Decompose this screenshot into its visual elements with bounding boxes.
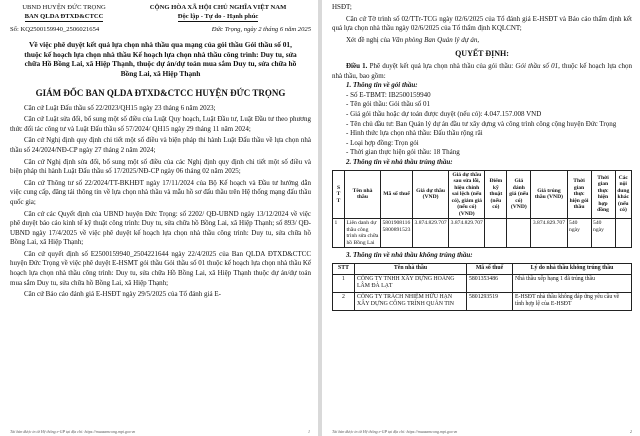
cell-bidder-name: CÔNG TY TRÁCH NHIỆM HỮU HẠN XÂY DỰNG CÔNG TRÌNH QUẢN TIN xyxy=(355,292,467,310)
cell-tax-code: 5801293519 xyxy=(467,292,513,310)
footer-page-number: 1 xyxy=(308,429,310,434)
col-header: Tên nhà thầu xyxy=(345,170,381,219)
col-header: Giá dự thầu sau sửa lỗi, hiệu chỉnh sai lệch (nếu có), giảm giá (nếu có) (VND) xyxy=(449,170,485,219)
col-header: Các nội dung khác (nếu có) xyxy=(615,170,631,219)
cell-eval-price xyxy=(507,219,531,248)
cell-package-duration: 540 ngày xyxy=(567,219,591,248)
document-meta xyxy=(10,26,311,33)
col-header: Giá dự thầu (VND) xyxy=(413,170,449,219)
table-header-row xyxy=(333,263,632,274)
cell-other xyxy=(615,219,631,248)
col-header: Tên nhà thầu xyxy=(355,263,467,274)
cell-tax-code: 5801353486 xyxy=(467,274,513,292)
legal-basis-4: Căn cứ Nghị định sửa đổi, bổ sung một số điều của các Nghị định quy định chi tiết một số điều và biện pháp thi hành Luật Đấu thầu số 17/2025/NĐ-CP ngày 06 tháng 02 năm 2025; xyxy=(10,157,311,176)
table-header-row xyxy=(333,170,632,219)
article-1: Điều 1. Phê duyệt kết quả lựa chọn nhà thầu của gói thầu: Gói thầu số 01, thuộc kế hoạch lựa chọn nhà thầu, bao gồm: xyxy=(332,61,633,80)
cell-contract-duration: 540 ngày xyxy=(591,219,615,248)
document-page-1 xyxy=(0,0,318,436)
document-page-2 xyxy=(322,0,640,436)
cell-tech-score xyxy=(485,219,507,248)
col-header: STT xyxy=(333,263,355,274)
col-header: S T T xyxy=(333,170,345,219)
footer-page-number: 2 xyxy=(630,429,632,434)
document-number: Số: KQ2500159940_2506021654 xyxy=(10,26,100,34)
document-subject: Về việc phê duyệt kết quả lựa chọn nhà thầu qua mạng của gói thầu Gói thầu số 01, thuộc kế hoạch lựa chọn nhà thầu Kế hoạch lựa chọn nhà thầu công trình: Duy tu, sửa chữa Hồ Bồng Lai, xã Hiệp Thạnh, thuộc dự án/dự toán mua sắm Duy tu, sửa chữa hồ Bồng Lai, xã Hiệp Thạnh xyxy=(24,40,297,78)
col-header: Thời gian thực hiện hợp đồng xyxy=(591,170,615,219)
legal-basis-2: Căn cứ Luật sửa đổi, bổ sung một số điều của Luật Quy hoạch, Luật Đầu tư, Luật Đầu tư theo phương thức đối tác công tư và Luật Đấu thầu số 57/2024/ QH15 ngày 29 tháng 11 năm 2024; xyxy=(10,115,311,133)
package-line: - Tên gói thầu: Gói thầu số 01 xyxy=(346,100,431,109)
cell-stt: 1 xyxy=(333,219,345,248)
motto-line: Độc lập - Tự do - Hạnh phúc xyxy=(178,13,259,23)
table-row xyxy=(333,219,632,248)
cell-reason: E-HSĐT nhà thầu không đáp ứng yêu cầu về tính hợp lệ của E-HSĐT xyxy=(513,292,632,310)
legal-basis-1: Căn cứ Luật Đấu thầu số 22/2023/QH15 ngày 23 tháng 6 năm 2023; xyxy=(24,103,216,112)
place-date: Đức Trọng, ngày 2 tháng 6 năm 2025 xyxy=(211,26,311,34)
table-row xyxy=(333,292,632,310)
cell-bid-price: 3.874.829.707 xyxy=(413,219,449,248)
winner-table xyxy=(332,170,632,249)
legal-basis-5: Căn cứ Thông tư số 22/2024/TT-BKHĐT ngày 17/11/2024 của Bộ Kế hoạch và Đầu tư hướng dẫn việc cung cấp, đăng tải thông tin về lựa chọn nhà thầu và mẫu hồ sơ đấu thầu trên Hệ thống mạng đấu thầu quốc gia; xyxy=(10,178,311,206)
package-line: - Thời gian thực hiện gói thầu: 18 Tháng xyxy=(346,148,460,157)
agency-name: BAN QLDA ĐTXD&CTCC xyxy=(25,13,104,23)
page-footer: Tải bản được in từ Hệ thống e-GP tại địa chỉ: https://muasamcong.mpi.gov.vn 2 xyxy=(332,429,632,434)
col-header: Giá đánh giá (nếu có) (VND) xyxy=(507,170,531,219)
cell-stt: 1 xyxy=(333,274,355,292)
paragraph-continuation: HSĐT; xyxy=(332,3,352,11)
cell-tax-code: 5801908116 5800891523 xyxy=(381,219,413,248)
col-header: Mã số thuế xyxy=(467,263,513,274)
cell-reason: Nhà thầu xếp hạng 1 đã trúng thầu xyxy=(513,274,632,292)
col-header: Giá trúng thầu (VND) xyxy=(531,170,567,219)
legal-basis-7: Căn cứ quyết định số E2500159940_2504221644 ngày 22/4/2025 của Ban QLDA ĐTXD&CTCC huyện Đức Trọng về việc phê duyệt E-HSMT gói thầu Gói thầu số 01 thuộc kế hoạch lựa chọn nhà thầu Kế hoạch lựa chọn nhà thầu công trình: Duy tu, sửa chữa Hồ Bồng Lai, xã Hiệp Thạnh thuộc dự án/dự toán mua sắm Duy tu, sửa chữa hồ Bồng Lai, xã Hiệp Thạnh; xyxy=(10,249,311,287)
proposal-line: Xét đề nghị của Văn phòng Ban Quản lý dự án, xyxy=(346,35,480,44)
package-line: - Hình thức lựa chọn nhà thầu: Đấu thầu rộng rãi xyxy=(346,129,483,138)
col-header: Mã số thuế xyxy=(381,170,413,219)
package-line: - Giá gói thầu hoặc dự toán được duyệt (nếu có): 4.047.157.008 VND xyxy=(346,109,542,118)
col-header: Thời gian thực hiện gói thầu xyxy=(567,170,591,219)
cell-stt: 2 xyxy=(333,292,355,310)
package-line: - Tên chủ đầu tư: Ban Quản lý dự án đầu tư xây dựng và công trình công cộng huyện Đức Trọng xyxy=(346,119,617,128)
cell-bidder-name: CÔNG TY TNHH XÂY DỰNG HOÀNG LÂM ĐÀ LẠT xyxy=(355,274,467,292)
national-motto: CỘNG HÒA XÃ HỘI CHỦ NGHĨA VIỆT NAM Độc lập - Tự do - Hạnh phúc xyxy=(125,4,311,22)
legal-basis-9: Căn cứ Tờ trình số 02/TTr-TCG ngày 02/6/2025 của Tổ đánh giá E-HSĐT và Báo cáo thẩm định kết quả lựa chọn nhà thầu ngày 02/6/2025 của Tổ thẩm định KQLCNT; xyxy=(332,14,632,33)
cell-award-price: 3.874.829.707 xyxy=(531,219,567,248)
rejected-bidders-table xyxy=(332,263,632,311)
col-header: Lý do nhà thầu không trúng thầu xyxy=(513,263,632,274)
document-header xyxy=(10,4,311,22)
col-header: Điểm kỹ thuật (nếu có) xyxy=(485,170,507,219)
authority-title: GIÁM ĐỐC BAN QLDA ĐTXD&CTCC HUYỆN ĐỨC TRỌNG xyxy=(35,87,286,98)
legal-basis-3: Căn cứ Nghị định quy định chi tiết một số điều và biện pháp thi hành Luật Đấu thầu về lựa chọn nhà thầu số 24/2024/NĐ-CP ngày 27 tháng 2 năm 2024; xyxy=(10,136,311,154)
section-winner: 2. Thông tin về nhà thầu trúng thầu: xyxy=(346,157,453,166)
package-line: - Loại hợp đồng: Trọn gói xyxy=(346,138,419,147)
package-line: - Số E-TBMT: IB2500159940 xyxy=(346,90,431,99)
section-rejected: 3. Thông tin về nhà thầu không trúng thầu: xyxy=(346,251,473,259)
page-footer: Tải bản được in từ Hệ thống e-GP tại địa chỉ: https://muasamcong.mpi.gov.vn 1 xyxy=(10,429,310,434)
issuing-agency: UBND HUYỆN ĐỨC TRỌNG BAN QLDA ĐTXD&CTCC xyxy=(10,4,118,22)
cell-corrected-price: 3.874.829.707 xyxy=(449,219,485,248)
legal-basis-6: Căn cứ các Quyết định của UBND huyện Đức Trọng: số 2202/ QĐ-UBND ngày 13/12/2024 về việc phê duyệt báo cáo kinh tế kỹ thuật công trình: Duy tu, sửa chữa hồ Bồng Lai, xã Hiệp Thạnh; số 893/ QĐ- UBND ngày 17/4/2025 về việc phê duyệt kế hoạch lựa chọn nhà thầu công trình: Duy tu, sửa chữa hồ Bồng Lai, xã Hiệp Thạnh; xyxy=(10,209,311,247)
cell-bidder-name: Liên danh dự thầu công trình sửa chữa hồ Bồng Lai xyxy=(345,219,381,248)
section-package-info: 1. Thông tin về gói thầu: xyxy=(346,81,418,90)
decision-heading: QUYẾT ĐỊNH: xyxy=(455,49,509,59)
table-row xyxy=(333,274,632,292)
legal-basis-8: Căn cứ Báo cáo đánh giá E-HSĐT ngày 29/5/2025 của Tổ đánh giá E- xyxy=(24,290,221,299)
